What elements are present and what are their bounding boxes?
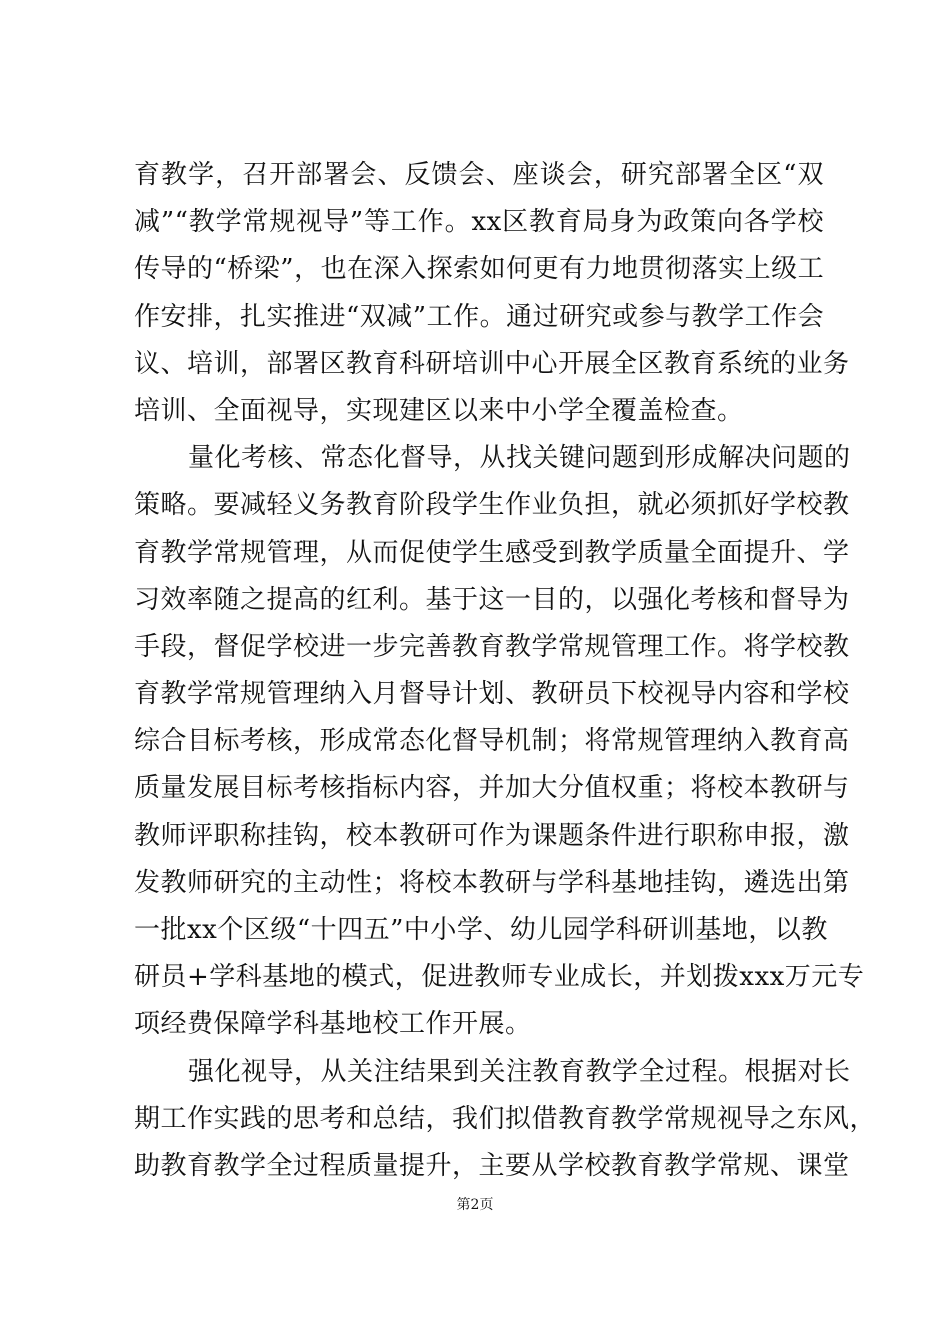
text-line: 议、培训，部署区教育科研培训中心开展全区教育系统的业务 [134, 348, 850, 379]
text-line: 项经费保障学科基地校工作开展。 [134, 1009, 532, 1040]
text-line: 习效率随之提高的红利。基于这一目的，以强化考核和督导为 [134, 584, 850, 615]
text-line: 助教育教学全过程质量提升，主要从学校教育教学常规、课堂 [134, 1150, 850, 1181]
text-line: 育教学常规管理纳入月督导计划、教研员下校视导内容和学校 [134, 679, 850, 710]
text-line: 教师评职称挂钩，校本教研可作为课题条件进行职称申报，激 [134, 820, 850, 851]
paragraph-2 [134, 435, 865, 1048]
text-line: 研员+学科基地的模式，促进教师专业成长，并划拨xxx万元专 [134, 962, 865, 993]
text-line: 育教学，召开部署会、反馈会、座谈会，研究部署全区“双 [134, 160, 824, 190]
text-line: 减”“教学常规视导”等工作。xx区教育局身为政策向各学校 [134, 207, 824, 238]
text-line: 传导的“桥梁”，也在深入探索如何更有力地贯彻落实上级工 [134, 254, 825, 285]
text-line: 育教学常规管理，从而促使学生感受到教学质量全面提升、学 [134, 537, 850, 568]
paragraph-3 [134, 1049, 877, 1191]
text-line: 一批xx个区级“十四五”中小学、幼儿园学科研训基地，以教 [134, 915, 828, 945]
text-line: 质量发展目标考核指标内容，并加大分值权重；将校本教研与 [134, 773, 850, 804]
text-line: 手段，督促学校进一步完善教育教学常规管理工作。将学校教 [134, 631, 850, 662]
text-line: 发教师研究的主动性；将校本教研与学科基地挂钩，遴选出第 [134, 867, 850, 898]
page-number: 第2页 [456, 1197, 494, 1213]
text-line: 量化考核、常态化督导，从找关键问题到形成解决问题的 [188, 443, 851, 474]
text-line: 培训、全面视导，实现建区以来中小学全覆盖检查。 [134, 395, 744, 426]
text-line: 强化视导，从关注结果到关注教育教学全过程。根据对长 [188, 1056, 851, 1087]
document-body [134, 152, 877, 1190]
paragraph-1 [134, 152, 850, 435]
text-line: 期工作实践的思考和总结，我们拟借教育教学常规视导之东风， [134, 1103, 877, 1134]
text-line: 作安排，扎实推进“双减”工作。通过研究或参与教学工作会 [134, 301, 825, 332]
text-line: 策略。要减轻义务教育阶段学生作业负担，就必须抓好学校教 [134, 490, 850, 521]
text-line: 综合目标考核，形成常态化督导机制；将常规管理纳入教育高 [134, 726, 850, 757]
